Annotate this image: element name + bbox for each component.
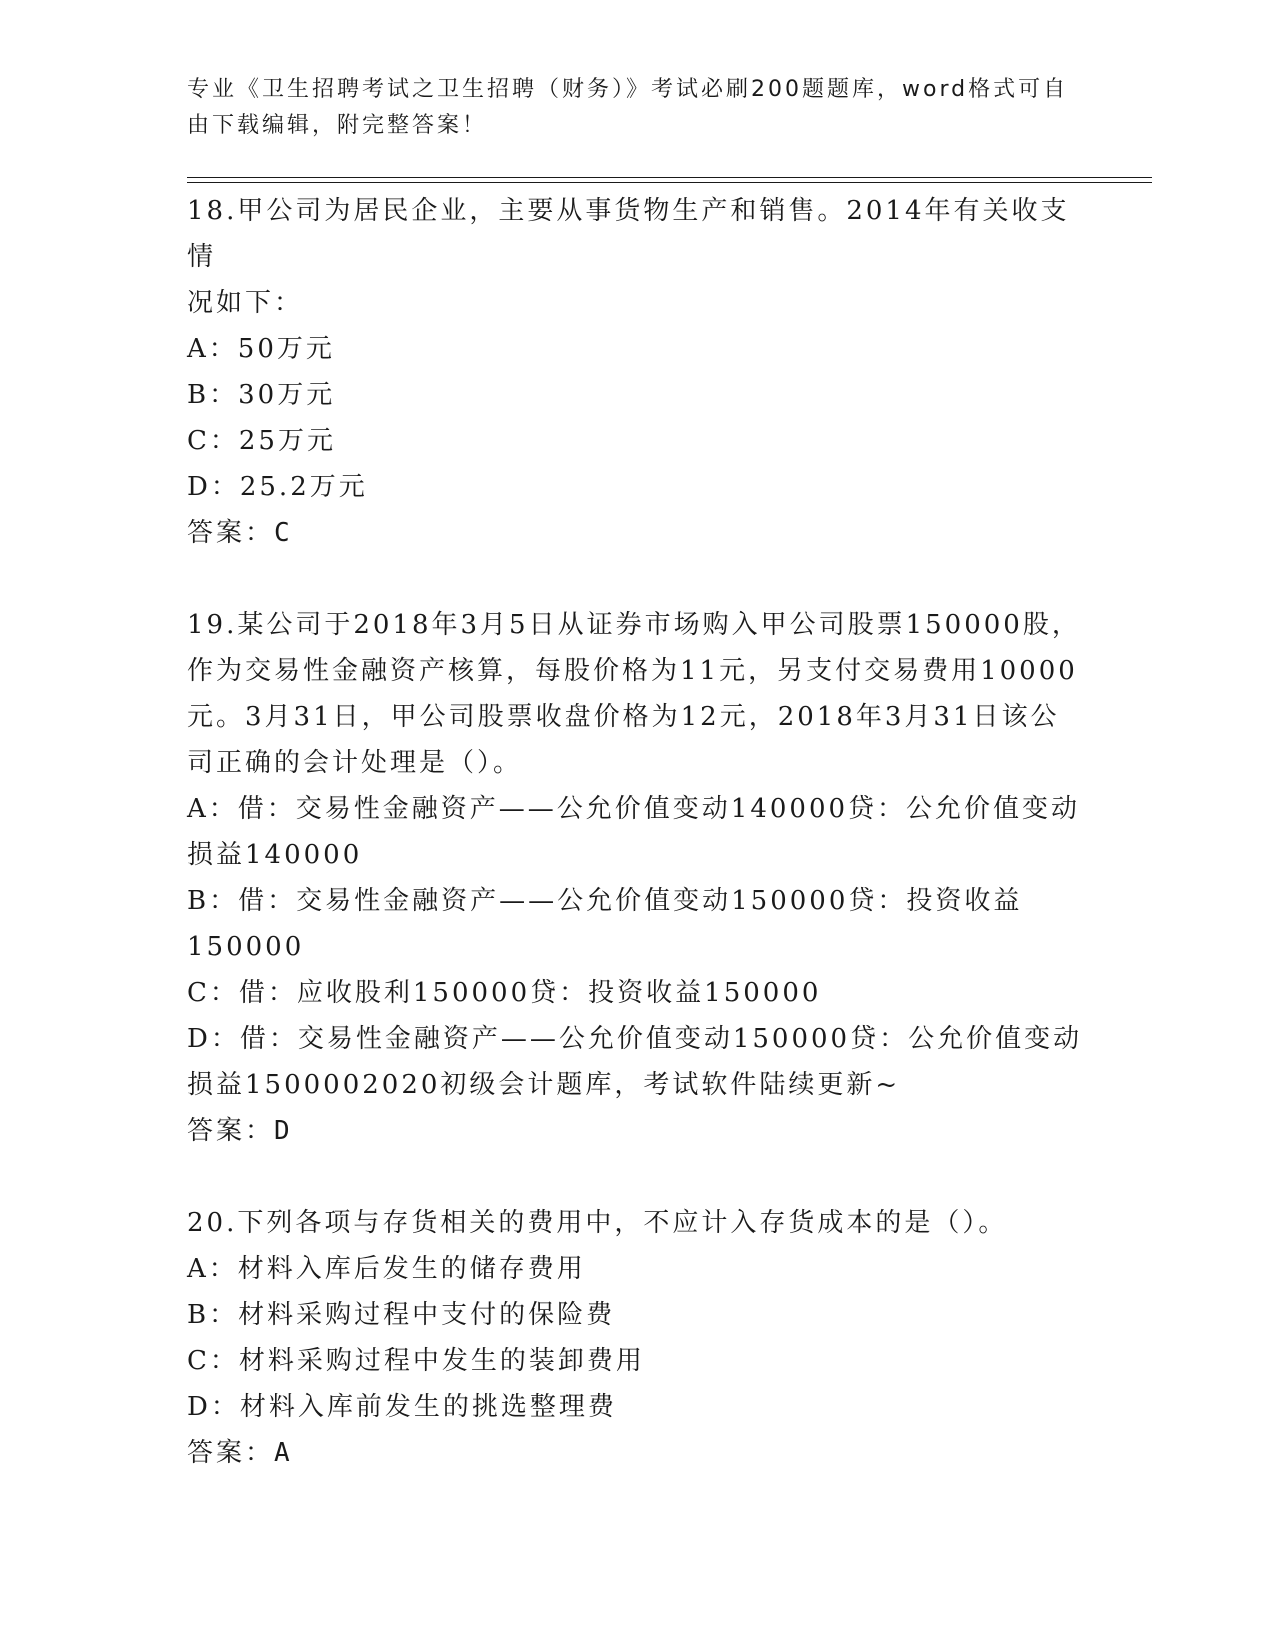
header-line-2: 由下载编辑，附完整答案！ (187, 113, 488, 138)
question-text-line: 18.甲公司为居民企业，主要从事货物生产和销售。2014年有关收支情 (187, 196, 1070, 272)
option-d-continued: 损益1500002020初级会计题库，考试软件陆续更新~ (187, 1070, 901, 1100)
question-20 (187, 1200, 1092, 1476)
option-d: D：借：交易性金融资产——公允价值变动150000贷：公允价值变动 (187, 1024, 1083, 1054)
option-c: C：材料采购过程中发生的装卸费用 (187, 1346, 645, 1376)
question-text-line: 19.某公司于2018年3月5日从证券市场购入甲公司股票150000股， (187, 610, 1081, 640)
option-b: B：材料采购过程中支付的保险费 (187, 1300, 616, 1330)
answer-value: A (274, 1438, 293, 1468)
question-19 (187, 602, 1092, 1154)
answer-value: C (274, 518, 293, 548)
option-a: A：50万元 (187, 334, 335, 364)
answer-label: 答案： (187, 1438, 275, 1468)
question-text-line: 司正确的会计处理是（）。 (187, 748, 523, 778)
header-divider-bottom (187, 182, 1152, 183)
document-header (187, 72, 1077, 144)
option-a: A：借：交易性金融资产——公允价值变动140000贷：公允价值变动 (187, 794, 1081, 824)
question-text-line: 作为交易性金融资产核算，每股价格为11元，另支付交易费用10000 (187, 656, 1078, 686)
answer-line (187, 1430, 1092, 1476)
question-text-line: 20.下列各项与存货相关的费用中，不应计入存货成本的是（）。 (187, 1208, 1008, 1238)
option-c: C：25万元 (187, 426, 336, 456)
option-b-continued: 150000 (187, 932, 305, 962)
option-b: B：借：交易性金融资产——公允价值变动150000贷：投资收益 (187, 886, 1023, 916)
answer-line (187, 1108, 1092, 1154)
spacer (187, 1154, 1092, 1200)
spacer (187, 556, 1092, 602)
header-line-1: 专业《卫生招聘考试之卫生招聘（财务）》考试必刷200题题库，word格式可自 (187, 77, 1069, 102)
answer-value: D (274, 1116, 293, 1146)
answer-line (187, 510, 1092, 556)
question-text-line: 况如下： (187, 288, 304, 318)
option-c: C：借：应收股利150000贷：投资收益150000 (187, 978, 822, 1008)
option-d: D：材料入库前发生的挑选整理费 (187, 1392, 617, 1422)
option-a-continued: 损益140000 (187, 840, 363, 870)
option-a: A：材料入库后发生的储存费用 (187, 1254, 586, 1284)
answer-label: 答案： (187, 518, 275, 548)
question-text-line: 元。3月31日，甲公司股票收盘价格为12元，2018年3月31日该公 (187, 702, 1060, 732)
option-b: B：30万元 (187, 380, 336, 410)
option-d: D：25.2万元 (187, 472, 368, 502)
question-18 (187, 188, 1092, 556)
answer-label: 答案： (187, 1116, 275, 1146)
question-list (187, 188, 1092, 1476)
header-divider-top (187, 177, 1152, 178)
